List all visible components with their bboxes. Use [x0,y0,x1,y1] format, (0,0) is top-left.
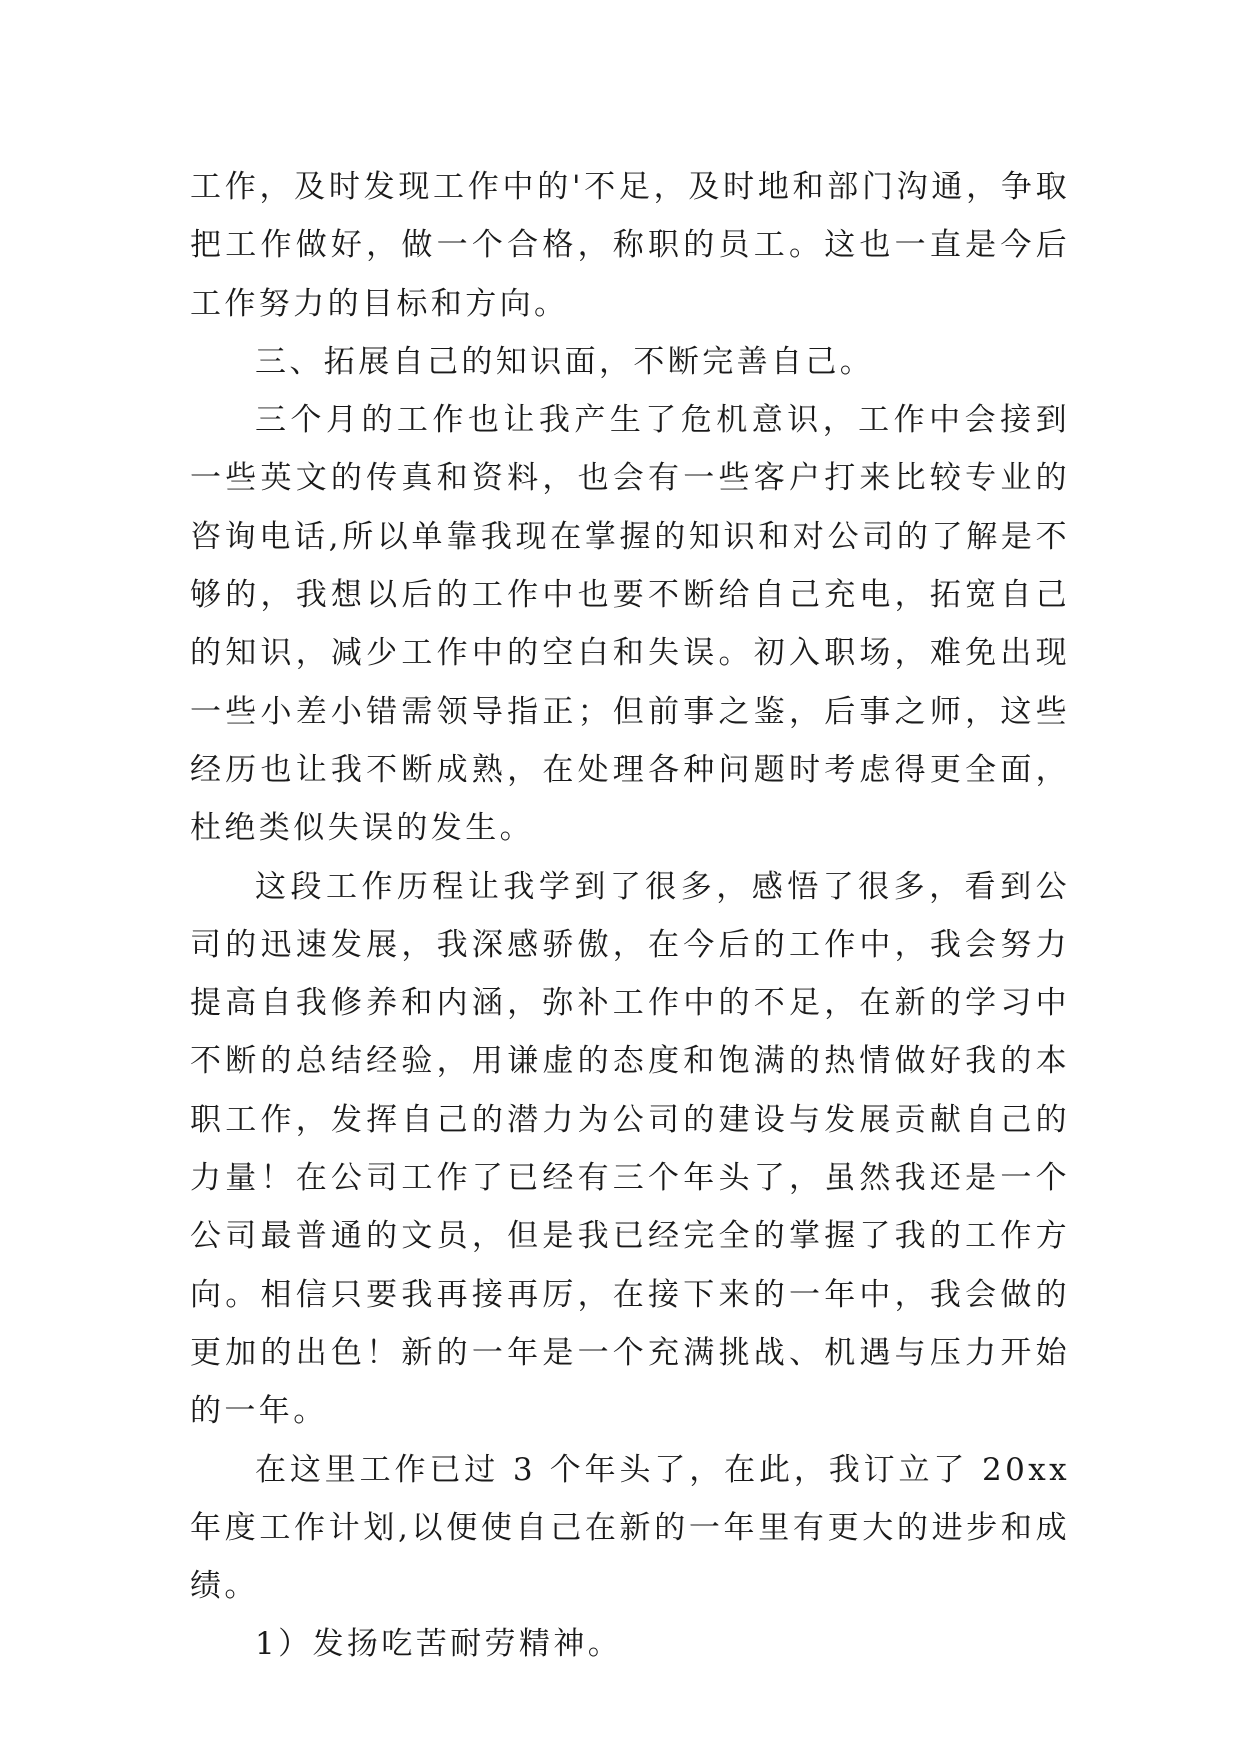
list-item-hard-work: 1）发扬吃苦耐劳精神。 [255,1626,623,1663]
section-heading-three: 三、拓展自己的知识面，不断完善自己。 [255,343,875,380]
paragraph-work-experience: 这段工作历程让我学到了很多，感悟了很多，看到公司的迅速发展，我深感骄傲，在今后的工作中，我会努力提高自我修养和内涵，弥补工作中的不足，在新的学习中不断的总结经验，用谦虚的态度和饱满的热情做好我的本职工作，发挥自己的潜力为公司的建设与发展贡献自己的力量！在公司工作了已经有三个年头了，虽然我还是一个公司最普通的文员，但是我已经完全的掌握了我的工作方向。相信只要我再接再厉，在接下来的一年中，我会做的更加的出色！新的一年是一个充满挑战、机遇与压力开始的一年。 [190,868,1070,1430]
document-body [190,158,1070,1674]
paragraph-annual-plan: 在这里工作已过 3 个年头了，在此，我订立了 20xx 年度工作计划,以便使自己在新的一年里有更大的进步和成绩。 [190,1451,1070,1605]
paragraph-crisis-awareness: 三个月的工作也让我产生了危机意识，工作中会接到一些英文的传真和资料，也会有一些客户打来比较专业的咨询电话,所以单靠我现在掌握的知识和对公司的了解是不够的，我想以后的工作中也要不断给自己充电，拓宽自己的知识，减少工作中的空白和失误。初入职场，难免出现一些小差小错需领导指正；但前事之鉴，后事之师，这些经历也让我不断成熟，在处理各种问题时考虑得更全面，杜绝类似失误的发生。 [190,402,1070,847]
paragraph-continuation: 工作，及时发现工作中的'不足，及时地和部门沟通，争取把工作做好，做一个合格，称职的员工。这也一直是今后工作努力的目标和方向。 [190,169,1070,322]
